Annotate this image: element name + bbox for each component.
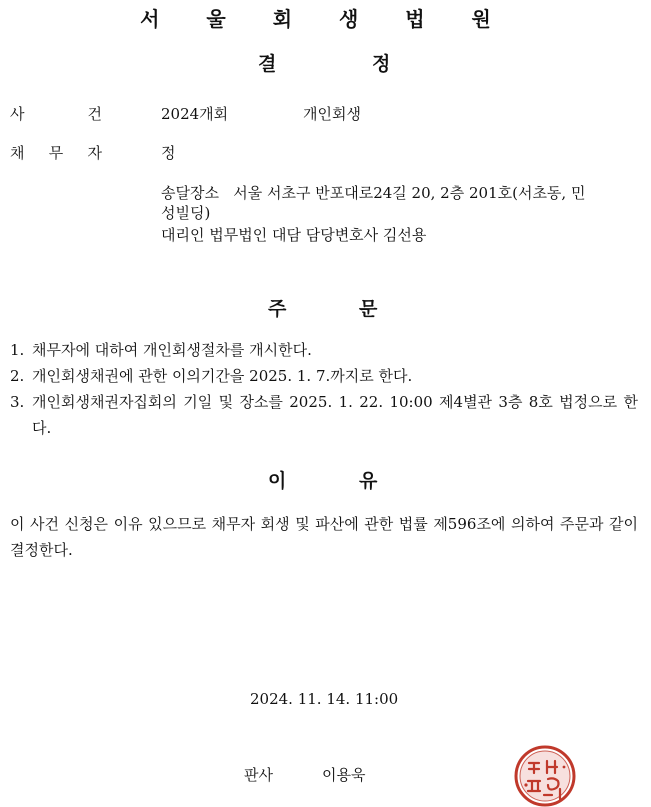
order-number: 1.: [10, 341, 25, 359]
debtor-label-char-1: 채: [10, 144, 25, 162]
reason-heading-left: 이: [268, 470, 287, 492]
order-number: 3.: [10, 393, 25, 411]
judge-title: 판사: [244, 766, 273, 784]
case-label-char-2: 건: [87, 105, 102, 123]
court-name: 서 울 회 생 법 원: [140, 7, 511, 31]
debtor-name: 정: [161, 144, 176, 162]
order-item: [10, 389, 638, 441]
case-number: 2024개회: [161, 105, 229, 123]
reason-text: 이 사건 신청은 이유 있으므로 채무자 회생 및 파산에 관한 법률 제596조에 의하여 주문과 같이 결정한다.: [10, 515, 638, 559]
debtor-label: [10, 142, 102, 163]
judge-name: 이용욱: [322, 766, 366, 784]
order-text: 개인회생채권자집회의 기일 및 장소를 2025. 1. 22. 10:00 제4별관 3층 8호 법정으로 한다.: [32, 393, 638, 437]
case-label-char-1: 사: [10, 105, 25, 123]
order-item: [10, 363, 638, 389]
order-heading-right: 문: [359, 298, 378, 320]
order-text: 채무자에 대하여 개인회생절차를 개시한다.: [32, 341, 312, 359]
title-right: 정: [372, 53, 391, 75]
order-number: 2.: [10, 367, 25, 385]
case-type: 개인회생: [303, 105, 361, 123]
order-heading-left: 주: [268, 298, 287, 320]
case-label: [10, 103, 102, 124]
service-address: 송달장소 서울 서초구 반포대로24길 20, 2층 201호(서초동, 민: [161, 184, 586, 202]
order-item: [10, 337, 638, 363]
title-left: 결: [258, 53, 277, 75]
court-seal-icon: [514, 745, 576, 807]
attorney: 대리인 법무법인 대담 담당변호사 김선용: [161, 226, 427, 244]
order-text: 개인회생채권에 관한 이의기간을 2025. 1. 7.까지로 한다.: [32, 367, 413, 385]
debtor-label-char-3: 자: [87, 144, 102, 162]
service-address-continued: 성빌딩): [161, 204, 211, 222]
reason-heading-right: 유: [359, 470, 378, 492]
decision-date: 2024. 11. 14. 11:00: [250, 690, 399, 708]
debtor-label-char-2: 무: [48, 144, 64, 162]
